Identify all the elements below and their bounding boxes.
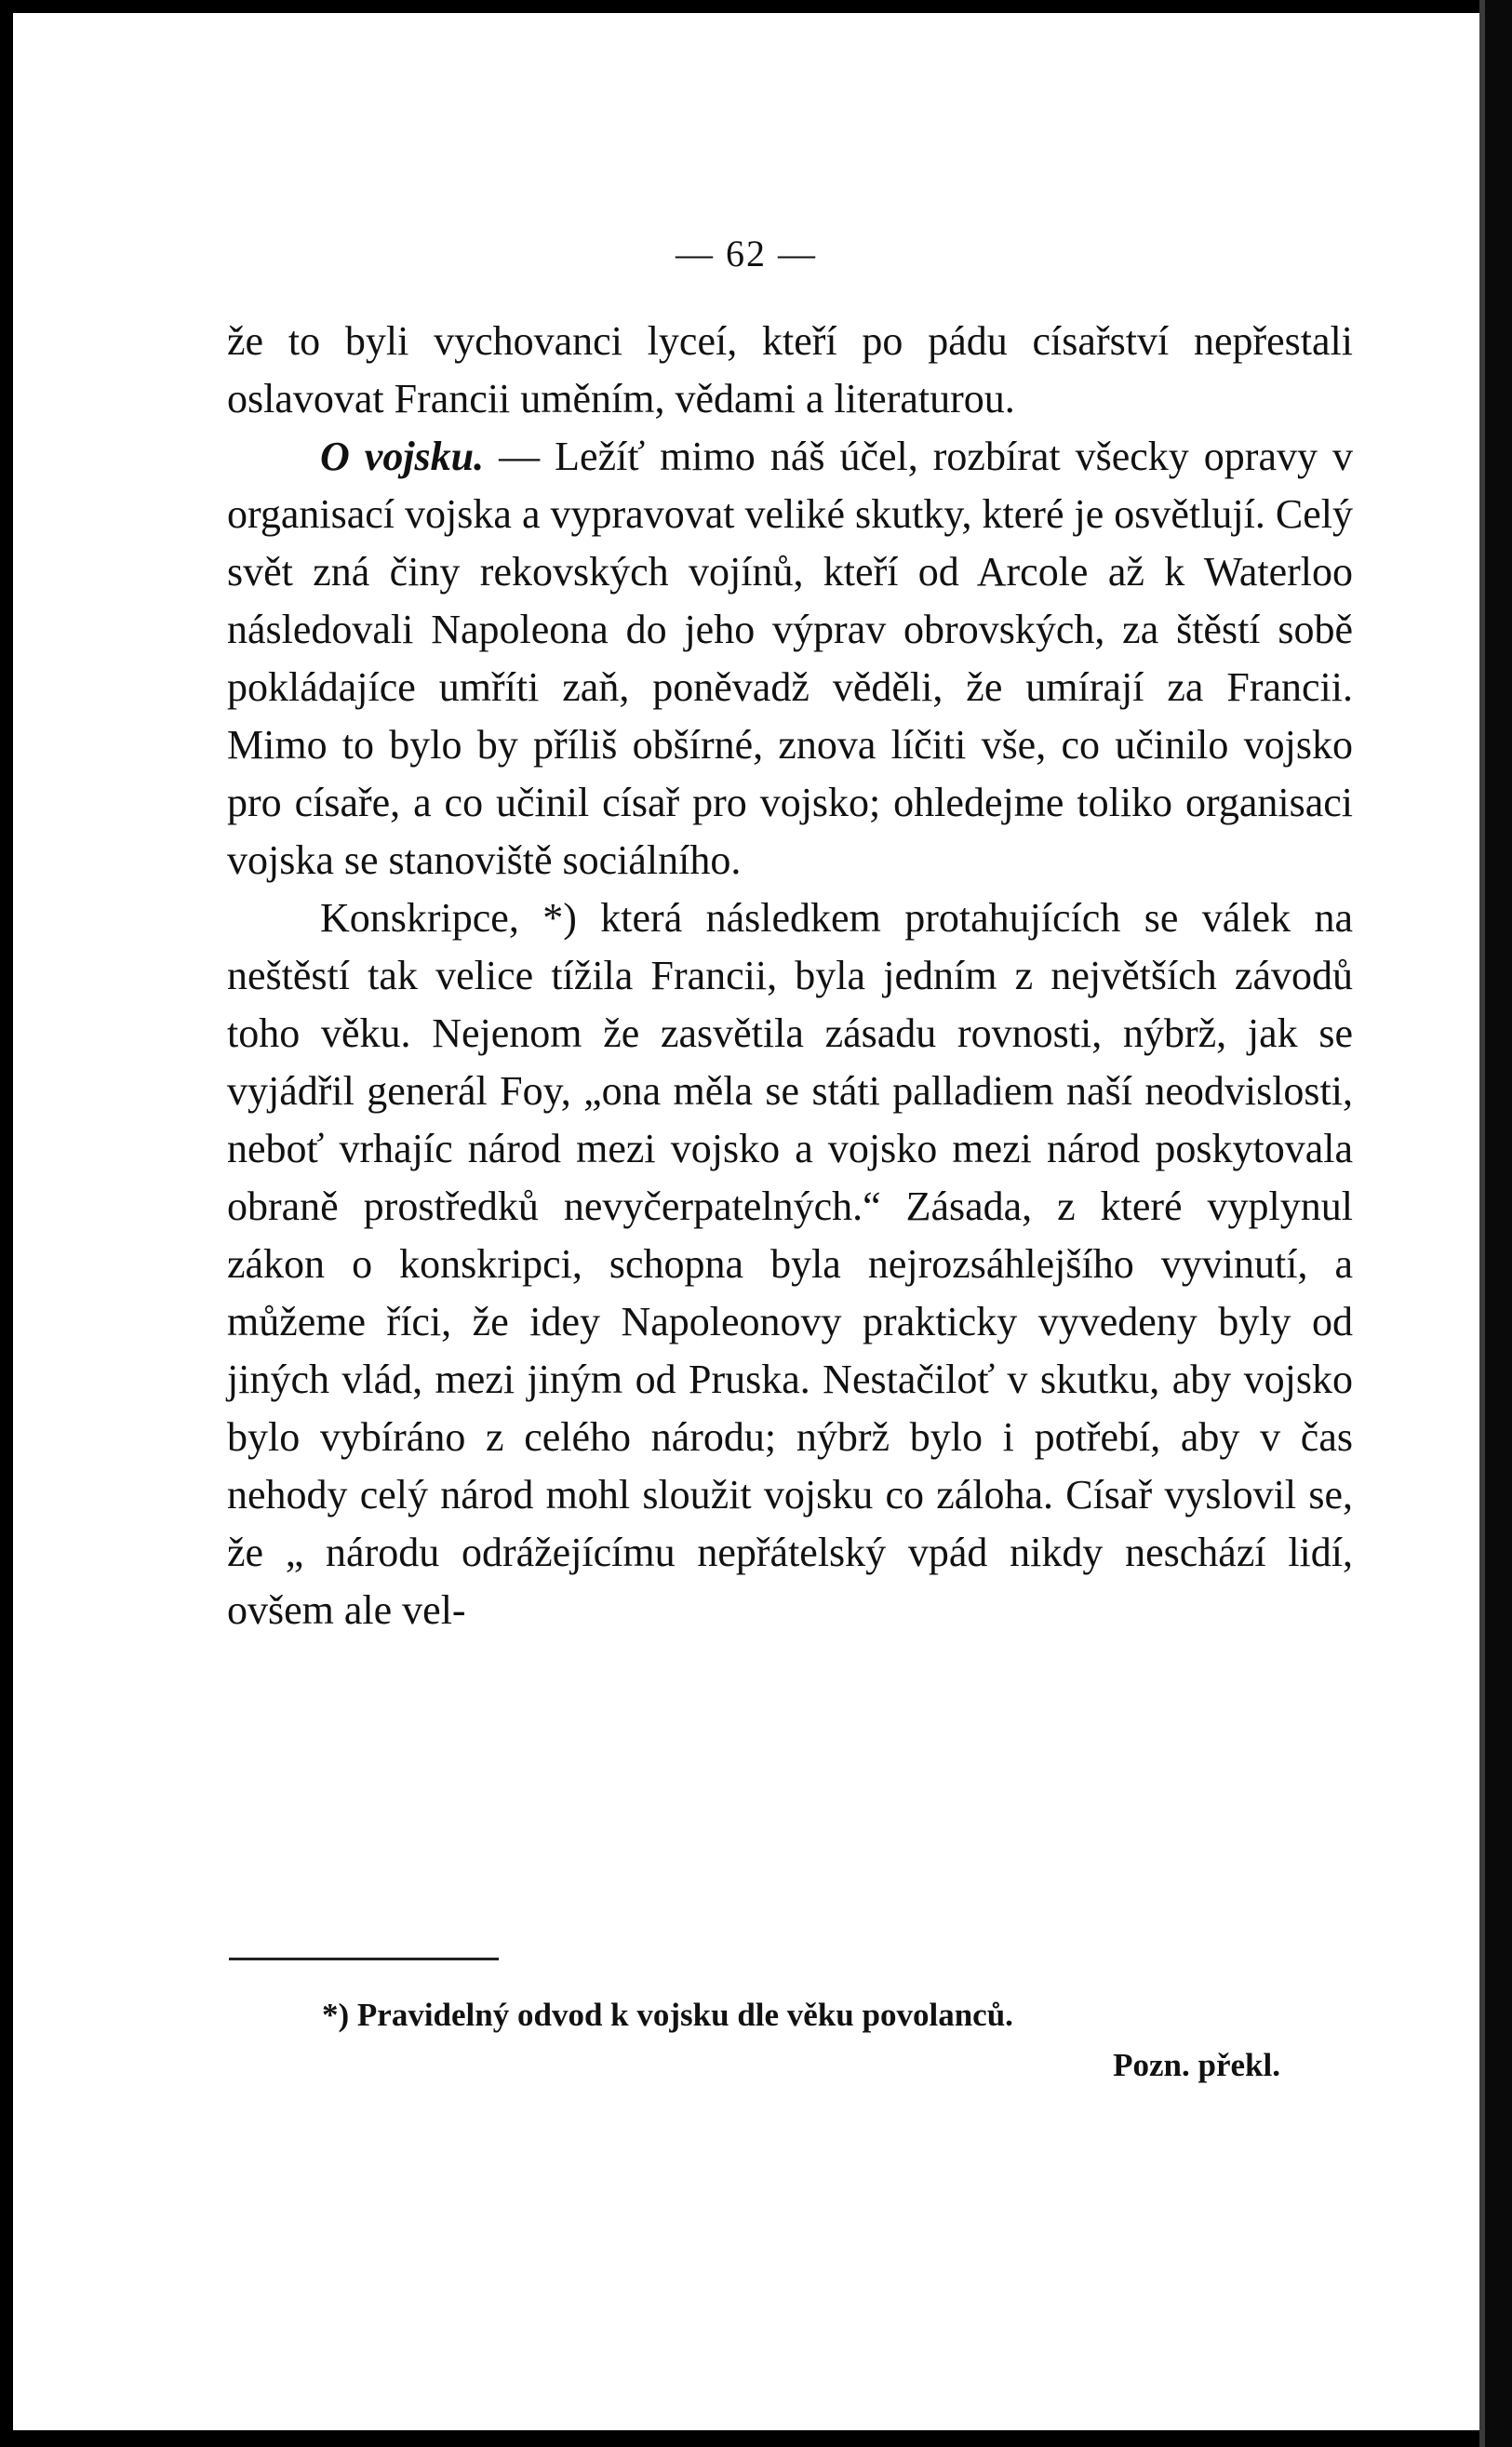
footnote xyxy=(229,1990,1280,2091)
footnote-divider xyxy=(229,1958,499,1960)
section-heading-army: O vojsku. xyxy=(320,434,485,479)
footnote-signature: Pozn. překl. xyxy=(1113,2047,1280,2083)
paragraph-1-text: že to byli vychovanci lyceí, kteří po pádu císařství nepřestali oslavovat Francii uměním, vědami a literaturou. xyxy=(227,318,1353,421)
paragraph-3 xyxy=(227,889,1353,1639)
book-page xyxy=(13,13,1479,2430)
paragraph-2-text: — Ležíť mimo náš účel, rozbírat všecky opravy v organisací vojska a vypravovat veliké skutky, které je osvětlují. Celý svět zná činy rekovských vojínů, kteří od Arcole až k Waterloo následovali Napoleona do jeho výprav obrovských, za štěstí sobě pokládajíce umříti zaň, poněvadž věděli, že umírají za Francii. Mimo to bylo by příliš obšírné, znova líčiti vše, co učinilo vojsko pro císaře, a co učinil císař pro vojsko; ohledejme toliko organisaci vojska se stanoviště sociálního. xyxy=(227,434,1353,883)
scan-edge xyxy=(1479,0,1512,2447)
page-number: — 62 — xyxy=(676,233,817,274)
paragraph-1 xyxy=(227,313,1353,428)
main-text xyxy=(227,313,1353,1639)
paragraph-2 xyxy=(227,428,1353,889)
footnote-text: *) Pravidelný odvod k vojsku dle věku povolanců. xyxy=(322,1997,1013,2033)
paragraph-3-text: Konskripce, *) která následkem protahujících se válek na neštěstí tak velice tížila Francii, byla jedním z největších závodů toho věku. Nejenom že zasvětila zásadu rovnosti, nýbrž, jak se vyjádřil generál Foy, „ona měla se státi palladiem naší neodvislosti, neboť vrhajíc národ mezi vojsko a vojsko mezi národ poskytovala obraně prostředků nevyčerpatelných.“ Zásada, z které vyplynul zákon o konskripci, schopna byla nejrozsáhlejšího vyvinutí, a můžeme říci, že idey Napoleonovy prakticky vyvedeny byly od jiných vlád, mezi jiným od Pruska. Nestačiloť v skutku, aby vojsko bylo vybíráno z celého národu; nýbrž bylo i potřebí, aby v čas nehody celý národ mohl sloužit vojsku co záloha. Císař vyslovil se, že „ národu odrážejícímu nepřátelský vpád nikdy neschází lidí, ovšem ale vel- xyxy=(227,895,1353,1633)
